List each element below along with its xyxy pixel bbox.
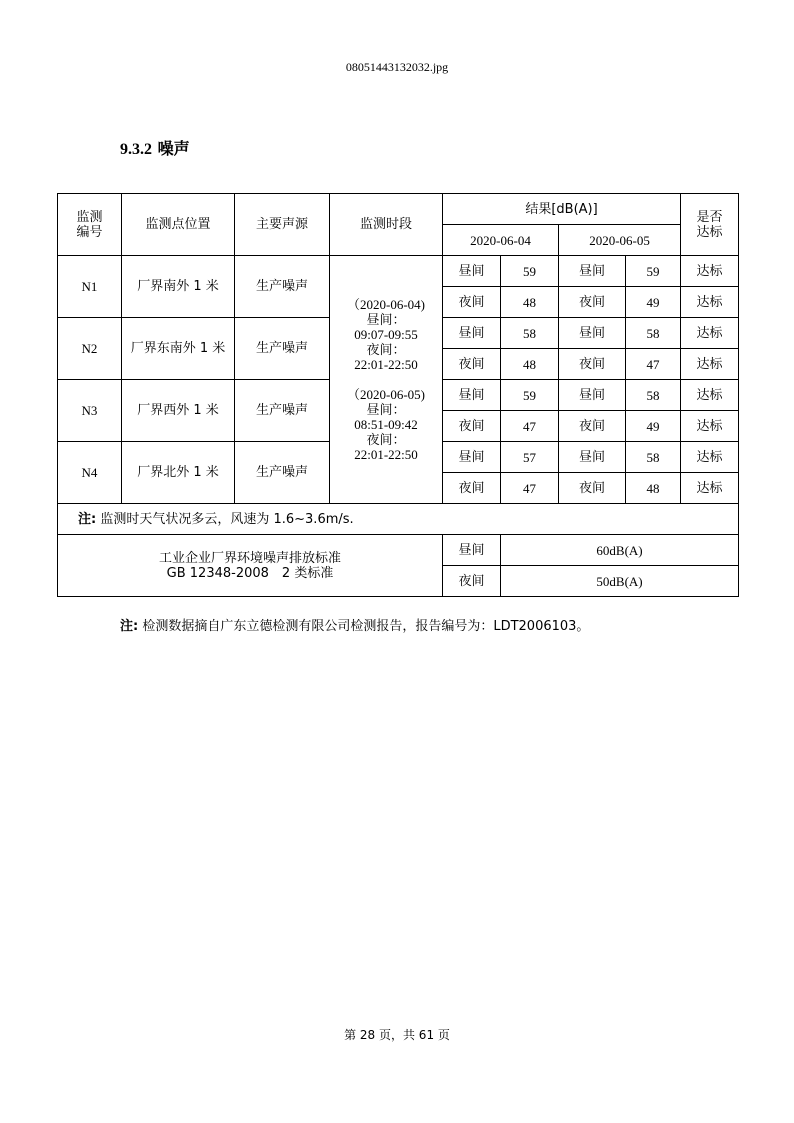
day-value-1: 58 (501, 318, 559, 349)
night-label: 夜间 (443, 411, 501, 442)
standard-night-limit: 50dB(A) (501, 566, 739, 597)
compliance-status: 达标 (681, 473, 739, 504)
table-note-text: 监测时天气状况多云，风速为 1.6~3.6m/s. (96, 511, 354, 527)
section-number: 9.3.2 (120, 141, 152, 158)
compliance-status: 达标 (681, 349, 739, 380)
standard-code: GB 12348-2008 2 类标准 (166, 565, 334, 581)
night-value-2: 47 (626, 349, 681, 380)
header-source: 主要声源 (235, 194, 330, 256)
day-label: 昼间 (443, 318, 501, 349)
period-night-label-2: 夜间： (366, 432, 406, 447)
period-day-label-1: 昼间： (366, 312, 406, 327)
period-day-time-2: 08:51-09:42 (354, 417, 418, 432)
day-label: 昼间 (559, 256, 626, 287)
compliance-status: 达标 (681, 380, 739, 411)
page-footer: 第 28 页，共 61 页 (344, 1028, 450, 1042)
night-value-2: 49 (626, 287, 681, 318)
night-value-1: 48 (501, 349, 559, 380)
standard-night-label: 夜间 (443, 566, 501, 597)
row-source: 生产噪声 (235, 318, 330, 380)
night-label: 夜间 (443, 473, 501, 504)
row-source: 生产噪声 (235, 442, 330, 504)
day-label: 昼间 (559, 442, 626, 473)
period-night-label-1: 夜间： (366, 342, 406, 357)
header-date-2: 2020-06-05 (559, 225, 681, 256)
row-location: 厂界东南外 1 米 (122, 318, 235, 380)
night-label: 夜间 (559, 411, 626, 442)
compliance-status: 达标 (681, 256, 739, 287)
period-day-time-1: 09:07-09:55 (354, 327, 418, 342)
day-value-2: 58 (626, 380, 681, 411)
night-value-1: 48 (501, 287, 559, 318)
day-label: 昼间 (443, 442, 501, 473)
day-value-1: 59 (501, 380, 559, 411)
period-night-time-2: 22:01-22:50 (354, 447, 418, 462)
night-label: 夜间 (443, 287, 501, 318)
standard-day-label: 昼间 (443, 535, 501, 566)
compliance-status: 达标 (681, 442, 739, 473)
row-location: 厂界北外 1 米 (122, 442, 235, 504)
footnote-text: 检测数据摘自广东立德检测有限公司检测报告，报告编号为：LDT2006103。 (138, 619, 590, 634)
row-source: 生产噪声 (235, 380, 330, 442)
standard-name: 工业企业厂界环境噪声排放标准 (158, 550, 341, 566)
night-label: 夜间 (559, 349, 626, 380)
footnote (120, 615, 589, 634)
row-source: 生产噪声 (235, 256, 330, 318)
standard-name-cell (58, 535, 443, 597)
day-label: 昼间 (443, 380, 501, 411)
compliance-status: 达标 (681, 318, 739, 349)
row-location: 厂界西外 1 米 (122, 380, 235, 442)
night-label: 夜间 (559, 473, 626, 504)
day-value-2: 58 (626, 318, 681, 349)
day-label: 昼间 (559, 380, 626, 411)
table-note-label: 注: (78, 511, 97, 527)
section-title: 噪声 (157, 139, 190, 158)
compliance-status: 达标 (681, 287, 739, 318)
row-location: 厂界南外 1 米 (122, 256, 235, 318)
noise-table (57, 193, 739, 597)
header-date-1: 2020-06-04 (443, 225, 559, 256)
row-id: N3 (58, 380, 122, 442)
header-result: 结果[dB(A)] (443, 194, 681, 225)
period-date-2: （2020-06-05) (347, 387, 425, 402)
file-name: 08051443132032.jpg (345, 60, 449, 74)
day-value-2: 59 (626, 256, 681, 287)
day-label: 昼间 (443, 256, 501, 287)
night-value-1: 47 (501, 411, 559, 442)
row-id: N4 (58, 442, 122, 504)
header-period: 监测时段 (330, 194, 443, 256)
day-value-1: 57 (501, 442, 559, 473)
day-label: 昼间 (559, 318, 626, 349)
night-label: 夜间 (443, 349, 501, 380)
header-id: 监测编号 (58, 194, 122, 256)
night-label: 夜间 (559, 287, 626, 318)
table-note (58, 504, 739, 535)
section-heading (120, 136, 190, 159)
night-value-1: 47 (501, 473, 559, 504)
period-cell (330, 256, 443, 504)
footnote-label: 注: (120, 619, 139, 634)
period-night-time-1: 22:01-22:50 (354, 357, 418, 372)
header-location: 监测点位置 (122, 194, 235, 256)
row-id: N1 (58, 256, 122, 318)
day-value-1: 59 (501, 256, 559, 287)
row-id: N2 (58, 318, 122, 380)
period-day-label-2: 昼间： (366, 402, 406, 417)
standard-day-limit: 60dB(A) (501, 535, 739, 566)
night-value-2: 48 (626, 473, 681, 504)
header-compliance: 是否达标 (681, 194, 739, 256)
day-value-2: 58 (626, 442, 681, 473)
period-date-1: （2020-06-04) (347, 297, 425, 312)
night-value-2: 49 (626, 411, 681, 442)
compliance-status: 达标 (681, 411, 739, 442)
